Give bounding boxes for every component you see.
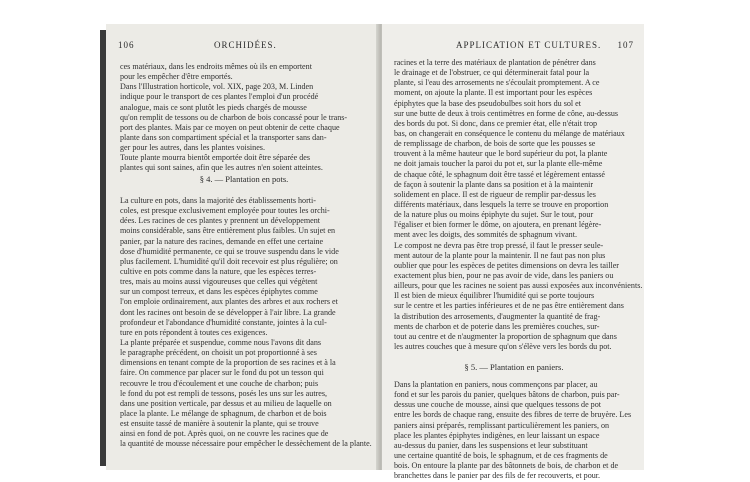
left-page	[106, 24, 380, 470]
text-line: au-dessus du panier, dans les suspensions et leur substituant	[394, 440, 588, 450]
text-line: moins considérable, sans être entièrement plus faibles. Un sujet en	[120, 226, 336, 236]
text-line: plante dans son compartiment spécial et la transporter sans dan-	[120, 132, 327, 142]
text-line: bas, on changerait en conséquence le contenu du mélange de matériaux	[394, 128, 625, 138]
text-line: différents matériaux, dans lesquels la terre se trouve en proportion	[394, 199, 609, 209]
text-line: la quantité de mousse nécessaire pour empêcher le dessèchement de la plante.	[120, 439, 372, 449]
text-line: plus facilement. L'humidité qu'il doit recevoir est plus régulière; on	[120, 256, 338, 266]
text-line: ment autour de la plante pour la maintenir. Il ne faut pas non plus	[394, 250, 606, 260]
running-head: ORCHIDÉES.	[214, 40, 277, 50]
text-line: une certaine quantité de bois, le sphagnum, et de ces fragments de	[394, 450, 608, 460]
text-line: épiphytes que la base des pseudobulbes soit hors du sol et	[394, 98, 582, 108]
text-line: Dans la plantation en paniers, nous commençons par placer, au	[394, 380, 598, 389]
text-block-body	[120, 196, 372, 450]
text-line: paniers ainsi préparés, remplissant particulièrement les paniers, on	[394, 420, 610, 430]
text-line: racines et la terre des matériaux de plantation de pénétrer dans	[394, 58, 596, 67]
text-line: tres, mais au moins aussi vigoureuses que celles qui végètent	[120, 277, 318, 287]
text-line: port des plantes. Mais par ce moyen on peut obtenir de cette chaque	[120, 122, 340, 132]
text-line: plante, si l'eau des arrosements ne s'écoulait promptement. A ce	[394, 78, 600, 88]
text-line: dées. Les racines de ces plantes y prennent un développement	[120, 216, 321, 226]
text-line: Toute plante mourra bientôt emportée doit être séparée des	[120, 153, 311, 163]
text-line: exactement plus bien, pour ne pas avoir de vide, dans les paniers ou	[394, 270, 614, 280]
section-heading: § 5. — Plantation en paniers.	[464, 362, 564, 372]
text-line: dimensions en tenant compte de la proportion de ses racines et à la	[120, 358, 336, 368]
text-line: dose d'humidité permanente, ce qui se trouve suspendu dans le vide	[120, 246, 339, 256]
text-line: l'égaliser et bien former le dôme, on ajoutera, en prenant légère-	[394, 220, 602, 230]
text-line: dans une position verticale, par dessus et au milieu de laquelle on	[120, 398, 332, 408]
text-line: analogue, mais ce sont plutôt les pieds chargés de mousse	[120, 102, 307, 112]
text-line: La culture en pots, dans la majorité des établissements horti-	[120, 196, 316, 205]
text-line: entre les bords de chaque rang, ensuite des fibres de terre de bruyère. Les	[394, 410, 632, 420]
page-number: 107	[617, 40, 634, 50]
text-line: de remplissage de charbon, de bois de sorte que les pousses se	[394, 139, 596, 149]
text-line: ment avec les doigts, des sommités de sphagnum vivant.	[394, 230, 577, 240]
text-line: dessus une couche de mousse, ainsi que quelques tessons de pot	[394, 400, 602, 410]
text-line: l'on emploie ordinairement, aux plantes des arbres et aux rochers et	[120, 297, 338, 307]
text-line: qu'on remplit de tessons ou de charbon de bois concassé pour le trans-	[120, 112, 348, 122]
text-line: bois. On entoure la plante par des bâtonnets de bois, de charbon et de	[394, 461, 619, 471]
text-line: trouvent à la même hauteur que le bord supérieur du pot, la plante	[394, 149, 608, 159]
text-line: moment, on ajoute la plante. Il est important pour les espèces	[394, 88, 593, 98]
text-line: le drainage et de l'obstruer, ce qui déterminerait fatal pour la	[394, 68, 590, 78]
text-line: de façon à soutenir la plante dans sa position et à la maintenir	[394, 179, 594, 189]
text-line: ainsi en fond de pot. Après quoi, on ne couvre les racines que de	[120, 429, 329, 439]
text-line: branchettes dans le panier par des fils de fer recouverts, et pour.	[394, 471, 601, 481]
text-line: Dans l'Illustration horticole, vol. XIX, page 203, M. Linden	[120, 82, 314, 92]
text-line: coles, est presque exclusivement employée pour toutes les orchi-	[120, 206, 330, 216]
text-line: Le compost ne devra pas être trop pressé, il faut le presser seule-	[394, 240, 604, 250]
text-line: ture en pots répondent à toutes ces exigences.	[120, 327, 268, 337]
text-line: des bords du pot. Si donc, dans ce premier état, elle n'était trop	[394, 118, 598, 128]
text-block-top	[394, 58, 643, 352]
text-line: sur un compost terreux, et dans les espèces épiphytes comme	[120, 287, 318, 297]
text-line: recouvre le trou d'écoulement et une couche de charbon; puis	[120, 378, 319, 388]
text-line: ger pour les autres, dans les plantes voisines.	[120, 143, 265, 153]
text-line: fond et sur les parois du panier, quelques bâtons de charbon, puis par-	[394, 390, 620, 400]
page-number: 106	[118, 40, 135, 50]
text-line: cultive en pots comme dans la nature, que les espèces terres-	[120, 266, 317, 276]
text-line: faire. On commence par placer sur le fond du pot un tesson qui	[120, 368, 324, 378]
text-line: est ensuite tassé de manière à soutenir la plante, qui se trouve	[120, 419, 319, 429]
text-line: le fond du pot est rempli de tessons, posés les uns sur les autres,	[120, 388, 328, 398]
text-line: tout au centre et de n'augmenter la proportion de sphagnum que dans	[394, 331, 617, 341]
text-line: pour les empêcher d'être emportés.	[120, 72, 233, 82]
text-line: sur le centre et les parties inférieures et de ne pas être entièrement dans	[394, 301, 624, 311]
text-line: ments de charbon et de poterie dans les premières couches, sur-	[394, 321, 600, 331]
text-line: place la plante. Le mélange de sphagnum, de charbon et de bois	[120, 408, 327, 418]
text-line: dont les racines ont besoin de se développer à l'air libre. La grande	[120, 307, 336, 317]
text-line: de chaque côté, le sphagnum doit être tassé et légèrement entassé	[394, 169, 606, 179]
text-line: Il est bien de mieux équilibrer l'humidité qui se porte toujours	[394, 291, 595, 301]
text-line: la distribution des arrosements, d'augmenter la quantité de frag-	[394, 311, 601, 321]
text-line: de la nature plus ou moins épiphyte du sujet. Sur le tout, pour	[394, 210, 594, 220]
text-line: ne doit jamais toucher la paroi du pot et, sur la plante elle-même	[394, 159, 603, 169]
right-page	[382, 24, 644, 481]
running-head: APPLICATION ET CULTURES.	[456, 40, 602, 50]
text-block-body	[394, 380, 634, 481]
text-line: La plante préparée et suspendue, comme nous l'avons dit dans	[120, 337, 322, 347]
section-heading: § 4. — Plantation en pots.	[199, 174, 289, 184]
text-line: sur une butte de deux à trois centimètres en forme de cône, au-dessus	[394, 108, 619, 118]
text-line: le paragraphe précédent, on choisit un pot proportionné à ses	[120, 348, 317, 358]
text-line: panier, par la nature des racines, demande en effet une certaine	[120, 236, 324, 246]
text-line: plantes qui sont saines, afin que les autres n'en soient atteintes.	[120, 163, 323, 173]
text-line: les autres couches que à mesure qu'on s'élève vers les bords du pot.	[394, 341, 612, 351]
text-line: solidement en place. Il est de rigueur de remplir par-dessus les	[394, 189, 596, 199]
text-line: ces matériaux, dans les endroits mêmes où ils en emportent	[120, 62, 312, 71]
text-line: profondeur et l'abondance d'humidité constante, jointes à la cul-	[120, 317, 327, 327]
text-line: indique pour le transport de ces plantes l'emploi d'un procédé	[120, 92, 319, 102]
text-line: ailleurs, pour que les racines ne soient pas aussi exposées aux inconvénients.	[394, 281, 643, 291]
text-block-top	[120, 62, 368, 174]
text-line: oublier que pour les espèces de petites dimensions on devra les tailler	[394, 260, 619, 270]
text-line: place les plantes épiphytes indigènes, en leur laissant un espace	[394, 430, 600, 440]
